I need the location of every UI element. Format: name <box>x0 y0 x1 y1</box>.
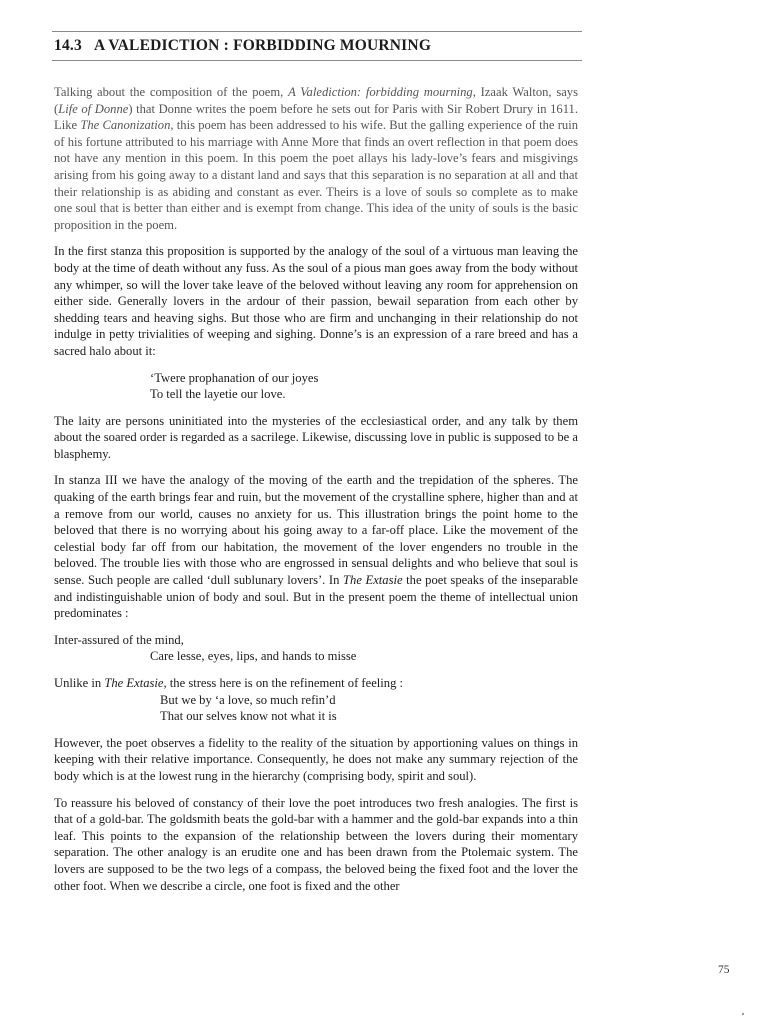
intro-text: , the stress here is on the refinement of feeling : <box>163 676 404 690</box>
italic-title: The Canonization <box>80 118 171 133</box>
body-text <box>54 84 578 904</box>
quotation-intro <box>54 675 578 692</box>
paragraph-2 <box>54 243 578 359</box>
paragraph-text: In stanza III we have the analogy of the moving of the earth and the trepidation of the spheres. The quaking of the earth brings fear and ruin, but the movement of the crystalline sphere, higher than and at a remove from our world, causes no anxiety for us. This illustration brings the point home to the beloved that there is no worrying about his going away to a far-off place. Like the movement of the celestial body far off from our habitation, the movement of the lover engenders no trouble in the beloved. The trouble lies with those who are engrossed in sensual delights and who believe that soul is sense. Such people are called ‘dull sublunary lovers’. In <box>54 473 578 588</box>
page-number: 75 <box>718 964 730 976</box>
verse-line: Care lesse, eyes, lips, and hands to misse <box>150 649 357 664</box>
italic-title: The Extasie <box>343 573 403 588</box>
verse-line: That our selves know not what it is <box>160 709 337 724</box>
quote-line: To tell the layetie our love. <box>150 387 286 402</box>
paragraph-5 <box>54 735 578 785</box>
paragraph-text: the poet speaks of the inseparable and indistinguishable union of body and soul. But in the present poem the theme of intellectual union predominates : <box>54 573 578 621</box>
heading-bottom-rule <box>52 60 582 61</box>
scan-speck <box>742 1013 744 1015</box>
verse-line: Inter-assured of the mind, <box>54 632 184 647</box>
intro-title: The Extasie <box>104 676 164 690</box>
section-heading <box>54 37 594 55</box>
paragraph-text: However, the poet observes a fidelity to the reality of the situation by apportioning values on things in keeping with their relative importance. Consequently, he does not make any summary rejection of the body which is at the lowest rung in the hierarchy (comprising body, spirit and soul). <box>54 735 578 783</box>
intro-text: Unlike in <box>54 676 105 690</box>
italic-title: A Valediction: forbidding mourning <box>288 85 473 99</box>
quotation-3 <box>54 692 578 725</box>
paragraph-text: , Izaak Walton, says ( <box>54 85 579 116</box>
quotation-1 <box>150 370 578 403</box>
paragraph-text: ) that Donne writes the poem before he sets out for Paris with Sir Robert Drury in 1611. Like <box>54 101 578 133</box>
paragraph-text: In the first stanza this proposition is supported by the analogy of the soul of a virtuous man leaving the body at the time of death without any fuss. As the soul of a pious man goes away from the body without any whimper, so will the lover take leave of the beloved without leaving any room for apprehension on either side. Generally lovers in the ardour of their passion, bewail separation from each other by shedding tears and heaving sighs. But those who are firm and unchanging in their relationship do not indulge in petty trivialities of weeping and sighing. Donne’s is an expression of a rare breed and has a sacred halo about it: <box>54 244 578 358</box>
italic-title: Life of Donne <box>58 101 129 116</box>
quotation-2 <box>54 632 578 665</box>
paragraph-text: To reassure his beloved of constancy of their love the poet introduces two fresh analogies. The first is that of a gold-bar. The goldsmith beats the gold-bar with a hammer and the gold-bar expands into a thin leaf. This points to the expansion of the relationship between the lovers during their momentary separation. The other analogy is an erudite one and has been drawn from the Ptolemaic system. The lovers are supposed to be the two legs of a compass, the beloved being the fixed foot and the lover the other foot. When we describe a circle, one foot is fixed and the other <box>54 795 578 893</box>
heading-top-rule <box>52 31 582 32</box>
paragraph-text: , this poem has been addressed to his wife. But the galling experience of the ruin of his fortune attributed to his marriage with Anne More that finds an overt reflection in that poem does not have any mention in this poem. In this poem the poet allays his lady-love’s fears and misgivings arising from his going away to a distant land and says that this separation is no separation at all and that their relationship is as abiding and constant as ever. Theirs is a love of souls so complete as to make one soul that is better than either and is exempt from change. This idea of the unity of souls is the basic proposition in the poem. <box>54 118 578 232</box>
paragraph-6 <box>54 795 578 895</box>
section-number: 14.3 <box>54 37 82 54</box>
section-title: A VALEDICTION : FORBIDDING MOURNING <box>93 37 432 54</box>
verse-line: But we by ‘a love, so much refin’d <box>160 692 336 707</box>
paragraph-1 <box>54 84 578 233</box>
paragraph-text: Talking about the composition of the poem, <box>54 85 289 99</box>
quote-line: ‘Twere prophanation of our joyes <box>150 370 319 385</box>
paragraph-4 <box>54 472 578 621</box>
paragraph-text: The laity are persons uninitiated into the mysteries of the ecclesiastical order, and any talk by them about the soared order is regarded as a sacrilege. Likewise, discussing love in public is supposed to be a blasphemy. <box>54 413 578 461</box>
paragraph-3 <box>54 413 578 463</box>
